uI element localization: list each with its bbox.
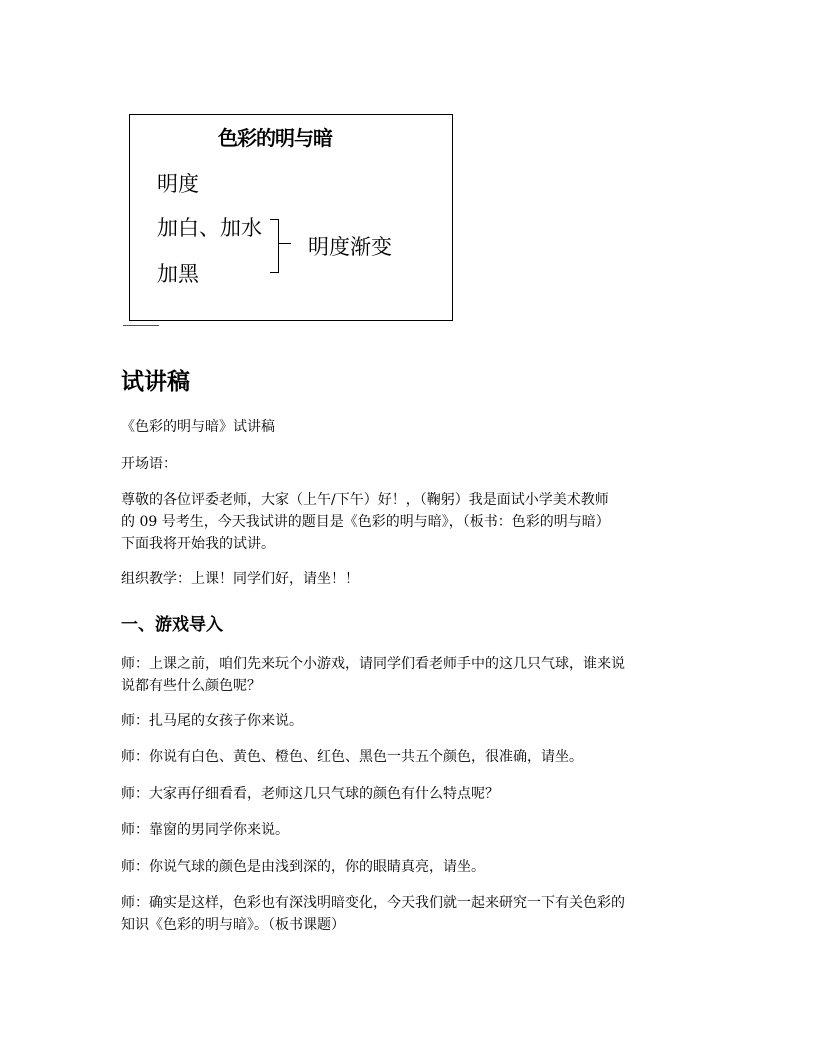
board-item-add-white: 加白、加水: [157, 216, 262, 240]
text-line: 尊敬的各位评委老师，大家（上午/下午）好！，（鞠躬）我是面试小学美术教师: [121, 492, 609, 508]
right-bracket: [270, 219, 279, 273]
paragraph-teacher-2: 师：扎马尾的女孩子你来说。: [121, 713, 303, 729]
blackboard-diagram: [129, 114, 453, 321]
text-line: 知识《色彩的明与暗》。（板书课题）: [121, 917, 345, 933]
text-line: 的 09 号考生，今天我试讲的题目是《色彩的明与暗》，（板书：色彩的明与暗）: [121, 514, 610, 530]
bracket-connector: [279, 243, 291, 244]
board-title: 色彩的明与暗: [218, 126, 332, 150]
section-heading-game-intro: 一、游戏导入: [121, 615, 223, 635]
text-line: 下面我将开始我的试讲。: [121, 536, 275, 552]
board-item-brightness: 明度: [157, 172, 199, 196]
document-title: 试讲稿: [121, 369, 190, 395]
paragraph-lecture-title: 《色彩的明与暗》试讲稿: [121, 419, 275, 435]
divider-line: [123, 325, 159, 326]
text-line: 师：确实是这样，色彩也有深浅明暗变化，今天我们就一起来研究一下有关色彩的: [121, 895, 625, 911]
paragraph-teacher-3: 师：你说有白色、黄色、橙色、红色、黑色一共五个颜色，很准确，请坐。: [121, 749, 583, 765]
paragraph-greeting: [121, 489, 701, 555]
paragraph-teacher-5: 师：靠窗的男同学你来说。: [121, 822, 289, 838]
text-line: 说都有些什么颜色呢？: [121, 678, 261, 694]
paragraph-opening-label: 开场语：: [121, 456, 177, 472]
board-result-gradient: 明度渐变: [308, 235, 392, 259]
paragraph-teacher-6: 师：你说气球的颜色是由浅到深的，你的眼睛真亮，请坐。: [121, 859, 485, 875]
text-line: 师：上课之前，咱们先来玩个小游戏，请同学们看老师手中的这几只气球，谁来说: [121, 656, 625, 672]
paragraph-teacher-7: [121, 892, 701, 936]
paragraph-class-organize: 组织教学：上课！同学们好，请坐！！: [121, 571, 359, 587]
board-item-add-black: 加黑: [157, 262, 199, 286]
paragraph-teacher-4: 师：大家再仔细看看，老师这几只气球的颜色有什么特点呢？: [121, 786, 499, 802]
paragraph-teacher-1: [121, 653, 701, 697]
